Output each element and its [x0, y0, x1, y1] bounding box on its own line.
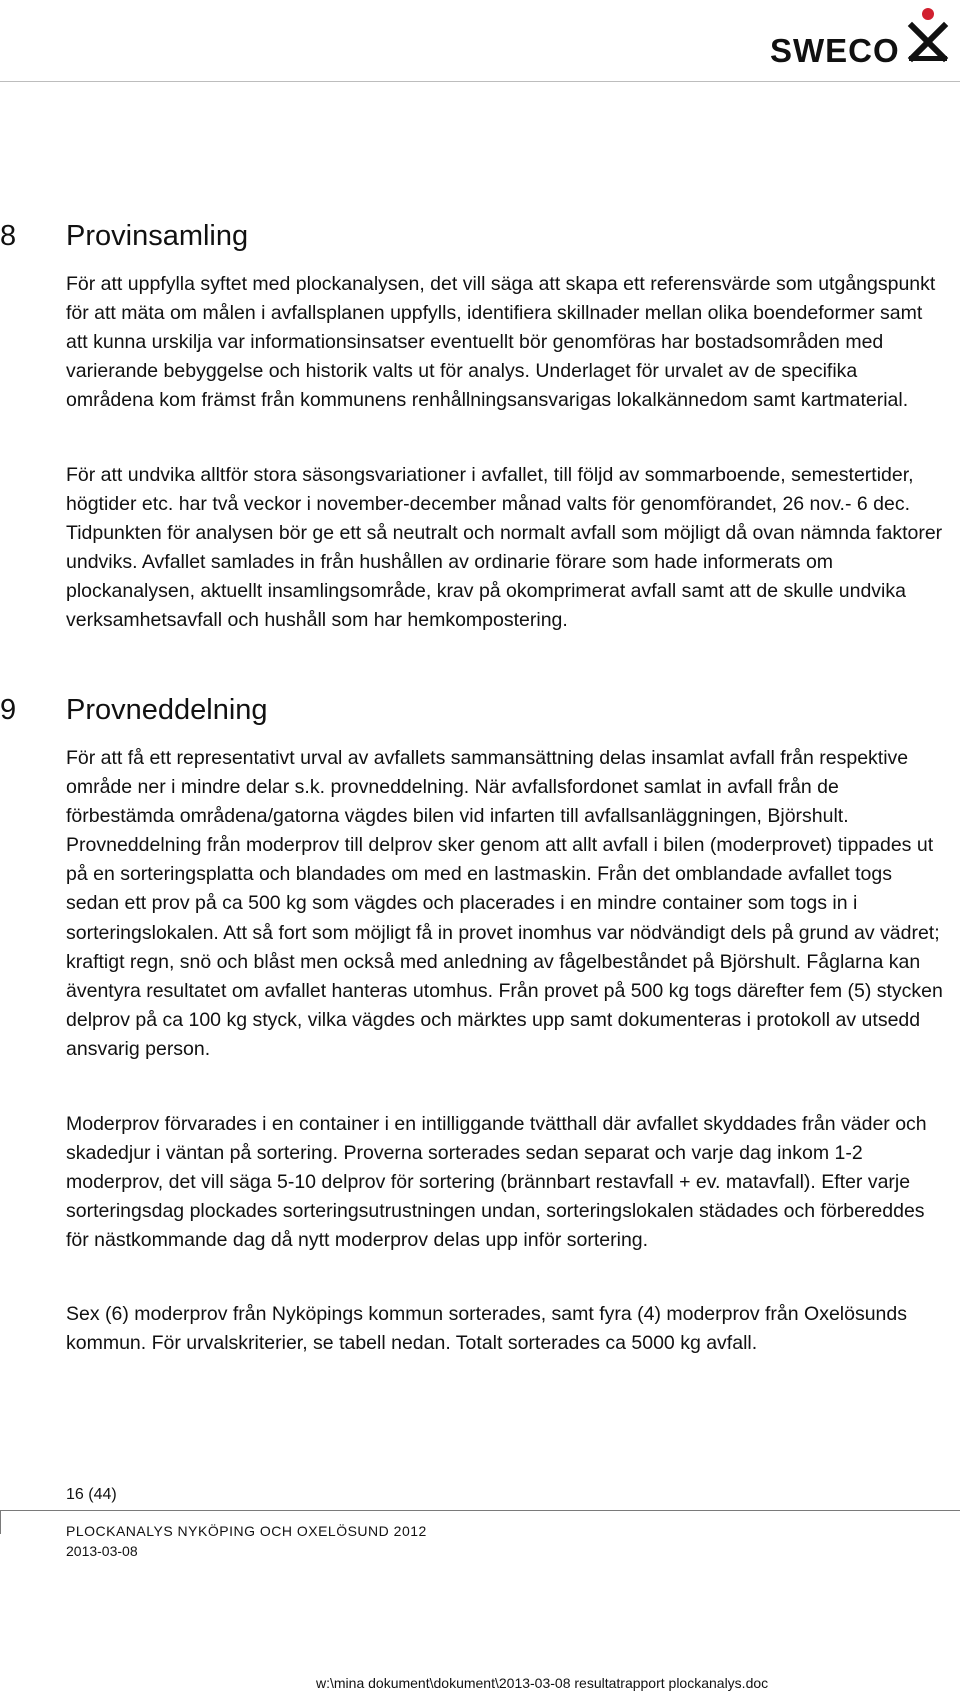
sweco-logo — [768, 6, 960, 69]
footer-divider — [0, 1510, 960, 1511]
paragraph: Moderprov förvarades i en container i en intilliggande tvätthall där avfallet skyddades från väder och skadedjur i väntan på sortering. Proverna sorterades sedan separat och varje dag inkom 1-2 moderprov, det vill säga 5-10 delprov för sortering (brännbart restavfall + ev. matavfall). Efter varje sorteringsdag plockades sorteringsutrustningen undan, sorteringslokalen städades och förbereddes för nästkommande dag då nytt moderprov delas upp inför sortering. — [66, 1113, 927, 1252]
paragraph: För att få ett representativt urval av avfallets sammansättning delas insamlat avfall från respektive område ner i mindre delar s.k. provneddelning. När avfallsfordonet samlat in avfall från de förbestämda områdena/gatorna vägdes bilen vid infarten till avfallsanläggningen, Björshult. Provneddelning från moderprov till delprov sker genom att allt avfall i bilen (moderprovet) tippades ut på en sorteringsplatta och blandades om med en lastmaskin. Från det omblandade avfallet togs sedan ett prov på ca 500 kg som vägdes och placerades i en mindre container som togs in i sorteringslokalen. Att så fort som möjligt få in provet inomhus var nödvändigt dels på grund av vädret; kraftigt regn, snö och blåst men också med anledning av fågelbeståndet på Björshult. Fåglarna kan äventyra resultatet om avfallet hanteras utomhus. Från provet på 500 kg togs därefter fem (5) stycken delprov på ca 100 kg styck, vilka vägdes och märktes upp samt dokumenteras i protokoll av utsedd ansvarig person. — [66, 747, 943, 1060]
paragraph: Sex (6) moderprov från Nyköpings kommun sorterades, samt fyra (4) moderprov från Oxelösunds kommun. För urvalskriterier, se tabell nedan. Totalt sorterades ca 5000 kg avfall. — [66, 1303, 907, 1355]
page-number: 16 (44) — [66, 1486, 117, 1503]
logo-wordmark: SWECO — [770, 32, 900, 69]
section-title: Provinsamling — [66, 220, 249, 252]
paragraph: För att uppfylla syftet med plockanalysen, det vill säga att skapa ett referensvärde som utgångspunkt för att mäta om målen i avfallsplanen uppfylls, identifiera skillnader mellan olika boendeformer samt att kunna urskilja var informationsinsatser eventuellt bör genomföras har bostadsområden med varierande bebyggelse och historik valts ut för analys. Underlaget för urvalet av de specifika områdena kom främst från kommunens renhållningsansvarigas lokalkännedom samt kartmaterial. — [66, 273, 936, 412]
footer-file-path: w:\mina dokument\dokument\2013-03-08 resultatrapport plockanalys.doc — [316, 1675, 769, 1691]
footer-date: 2013-03-08 — [66, 1543, 138, 1559]
paragraph: För att undvika alltför stora säsongsvariationer i avfallet, till följd av sommarboende, semestertider, högtider etc. har två veckor i november-december månad valts för genomförandet, 26 nov.- 6 dec. Tidpunkten för analysen bör ge ett så neutralt och normalt avfall som möjligt då ovan nämnda faktorer undviks. Avfallet samlades in från hushållen av ordinarie förare som hade informerats om plockanalysen, aktuellt insamlingsområde, krav på okomprimerat avfall samt att de skulle undvika verksamhetsavfall och hushåll som har hemkompostering. — [66, 464, 943, 632]
section-number: 8 — [0, 220, 17, 252]
sweco-logo-mark-icon — [906, 6, 950, 64]
section-title: Provneddelning — [66, 694, 268, 726]
footer-report-title: PLOCKANALYS NYKÖPING OCH OXELÖSUND 2012 — [66, 1523, 427, 1539]
footer-divider-tick — [0, 1510, 1, 1534]
header-divider — [0, 81, 960, 82]
section-number: 9 — [0, 694, 17, 726]
